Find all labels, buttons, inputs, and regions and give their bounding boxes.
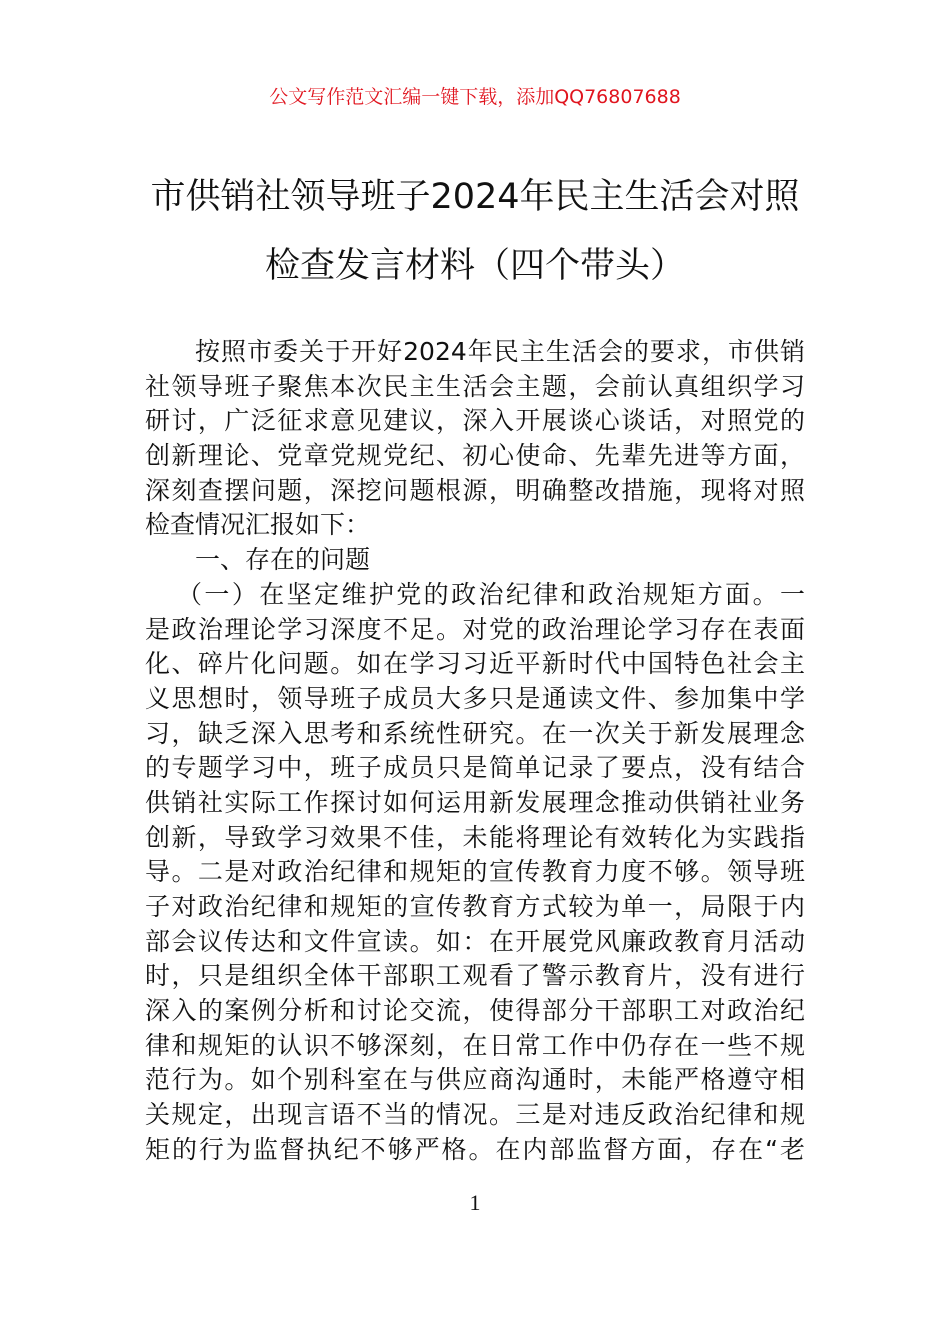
body-line: 时，只是组织全体干部职工观看了警示教育片，没有进行 xyxy=(145,961,805,991)
body-line: 习，缺乏深入思考和系统性研究。在一次关于新发展理念 xyxy=(145,718,805,748)
promo-header: 公文写作范文汇编一键下载，添加QQ76807688 xyxy=(269,86,681,108)
body-line: 范行为。如个别科室在与供应商沟通时，未能严格遵守相 xyxy=(145,1065,805,1095)
body-line: 是政治理论学习深度不足。对党的政治理论学习存在表面 xyxy=(145,614,805,644)
body-line: 按照市委关于开好2024年民主生活会的要求，市供销 xyxy=(195,337,805,366)
body-line: 矩的行为监督执纪不够严格。在内部监督方面，存在“老 xyxy=(145,1134,805,1164)
body-line: 导。二是对政治纪律和规矩的宣传教育力度不够。领导班 xyxy=(145,857,805,887)
body-line: 化、碎片化问题。如在学习习近平新时代中国特色社会主 xyxy=(145,649,805,679)
section-heading: 一、存在的问题 xyxy=(195,545,371,575)
body-line: 供销社实际工作探讨如何运用新发展理念推动供销社业务 xyxy=(145,787,805,817)
body-line: 律和规矩的认识不够深刻，在日常工作中仍存在一些不规 xyxy=(145,1030,805,1060)
subsection-line: （一）在坚定维护党的政治纪律和政治规矩方面。一 xyxy=(177,579,805,609)
body-line: 深入的案例分析和讨论交流，使得部分干部职工对政治纪 xyxy=(145,996,805,1026)
body-line: 的专题学习中，班子成员只是简单记录了要点，没有结合 xyxy=(145,753,805,783)
body-line: 研讨，广泛征求意见建议，深入开展谈心谈话，对照党的 xyxy=(145,406,805,436)
body-line: 义思想时，领导班子成员大多只是通读文件、参加集中学 xyxy=(145,683,805,713)
document-title-line-1: 市供销社领导班子2024年民主生活会对照 xyxy=(150,177,800,217)
page-number: 1 xyxy=(469,1190,481,1215)
body-line: 创新，导致学习效果不佳，未能将理论有效转化为实践指 xyxy=(145,822,805,852)
document-title-line-2: 检查发言材料（四个带头） xyxy=(264,246,685,286)
body-line: 子对政治纪律和规矩的宣传教育方式较为单一，局限于内 xyxy=(145,892,805,921)
body-line: 深刻查摆问题，深挖问题根源，明确整改措施，现将对照 xyxy=(145,475,805,505)
body-line: 部会议传达和文件宣读。如：在开展党风廉政教育月活动 xyxy=(145,926,805,956)
body-line: 社领导班子聚焦本次民主生活会主题，会前认真组织学习 xyxy=(145,371,805,401)
document-body xyxy=(145,335,805,1168)
body-line: 关规定，出现言语不当的情况。三是对违反政治纪律和规 xyxy=(145,1100,805,1130)
body-line: 检查情况汇报如下： xyxy=(145,510,371,540)
body-line: 创新理论、党章党规党纪、初心使命、先辈先进等方面， xyxy=(145,441,805,471)
